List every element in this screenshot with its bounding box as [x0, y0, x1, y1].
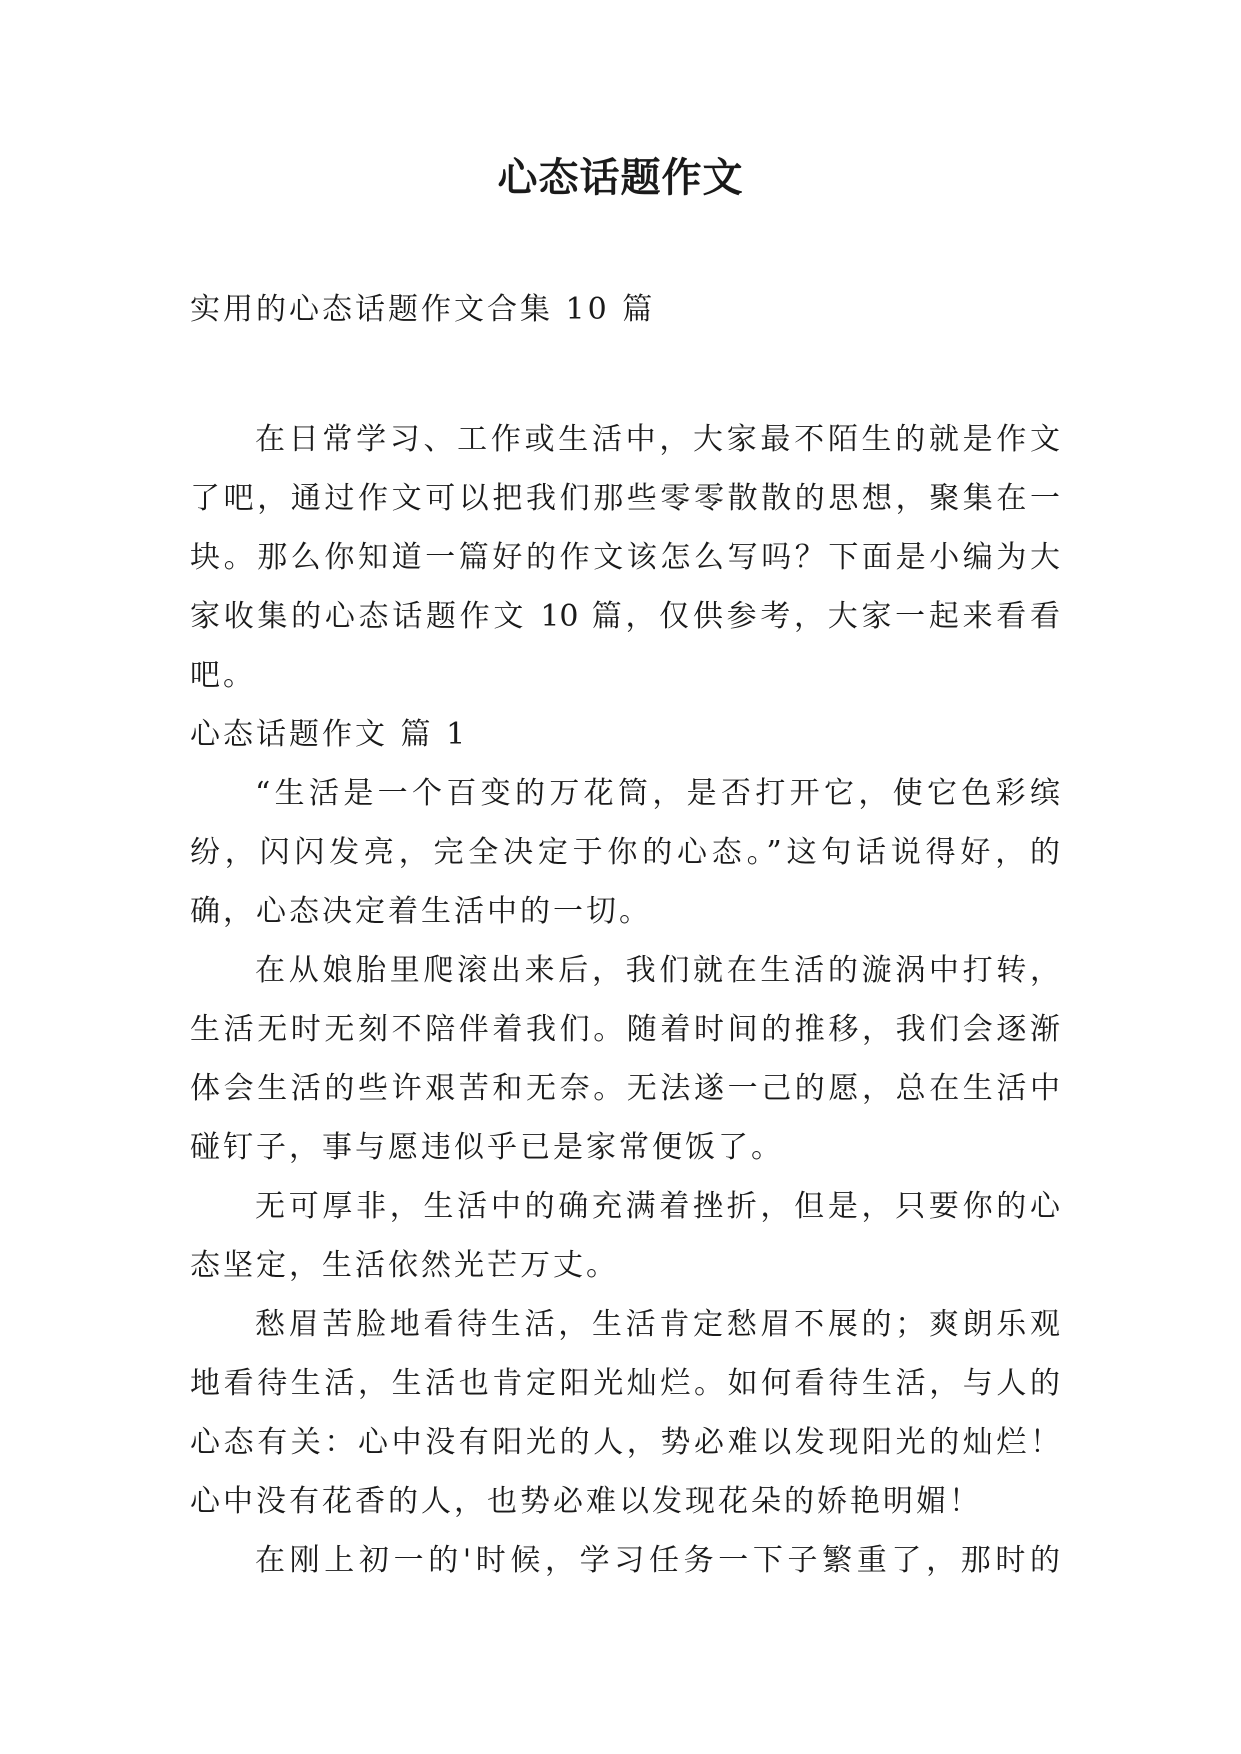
paragraph-1: [190, 764, 1060, 941]
paragraph-line: 态坚定，生活依然光芒万丈。: [190, 1248, 619, 1283]
paragraph-line: 吧。: [190, 658, 256, 693]
paragraph-line: 纷，闪闪发亮，完全决定于你的心态。”这句话说得好，的: [190, 835, 1060, 870]
document-title: 心态话题作文: [497, 154, 744, 201]
document-subtitle: 实用的心态话题作文合集 10 篇: [190, 292, 656, 327]
paragraph-line: 确，心态决定着生活中的一切。: [190, 894, 652, 929]
paragraph-line: 家收集的心态话题作文 10 篇，仅供参考，大家一起来看看: [190, 599, 1060, 634]
paragraph-line: 无可厚非，生活中的确充满着挫折，但是，只要你的心: [255, 1189, 1060, 1224]
paragraph-line: 愁眉苦脸地看待生活，生活肯定愁眉不展的；爽朗乐观: [255, 1307, 1060, 1342]
paragraph-line: 体会生活的些许艰苦和无奈。无法遂一己的愿，总在生活中: [190, 1071, 1060, 1106]
paragraph-line: 生活无时无刻不陪伴着我们。随着时间的推移，我们会逐渐: [190, 1012, 1060, 1047]
document-body: [190, 410, 1060, 1590]
paragraph-5: [190, 1531, 1060, 1590]
paragraph-line: “生活是一个百变的万花筒，是否打开它，使它色彩缤: [255, 776, 1060, 811]
paragraph-line: 块。那么你知道一篇好的作文该怎么写吗？下面是小编为大: [190, 540, 1060, 575]
paragraph-2: [190, 941, 1060, 1177]
paragraph-line: 碰钉子，事与愿违似乎已是家常便饭了。: [190, 1130, 784, 1165]
intro-paragraph: [190, 410, 1060, 705]
paragraph-line: 心态有关：心中没有阳光的人，势必难以发现阳光的灿烂！: [190, 1425, 1060, 1460]
paragraph-line: 在日常学习、工作或生活中，大家最不陌生的就是作文: [255, 422, 1060, 457]
paragraph-line: 地看待生活，生活也肯定阳光灿烂。如何看待生活，与人的: [190, 1366, 1060, 1401]
paragraph-3: [190, 1177, 1060, 1295]
paragraph-4: [190, 1295, 1060, 1531]
section-heading: 心态话题作文 篇 1: [190, 717, 469, 752]
paragraph-line: 心中没有花香的人，也势必难以发现花朵的娇艳明媚！: [190, 1484, 982, 1519]
paragraph-line: 了吧，通过作文可以把我们那些零零散散的思想，聚集在一: [190, 481, 1060, 516]
paragraph-line: 在刚上初一的'时候，学习任务一下子繁重了，那时的: [255, 1543, 1060, 1578]
paragraph-line: 在从娘胎里爬滚出来后，我们就在生活的漩涡中打转，: [255, 953, 1060, 988]
